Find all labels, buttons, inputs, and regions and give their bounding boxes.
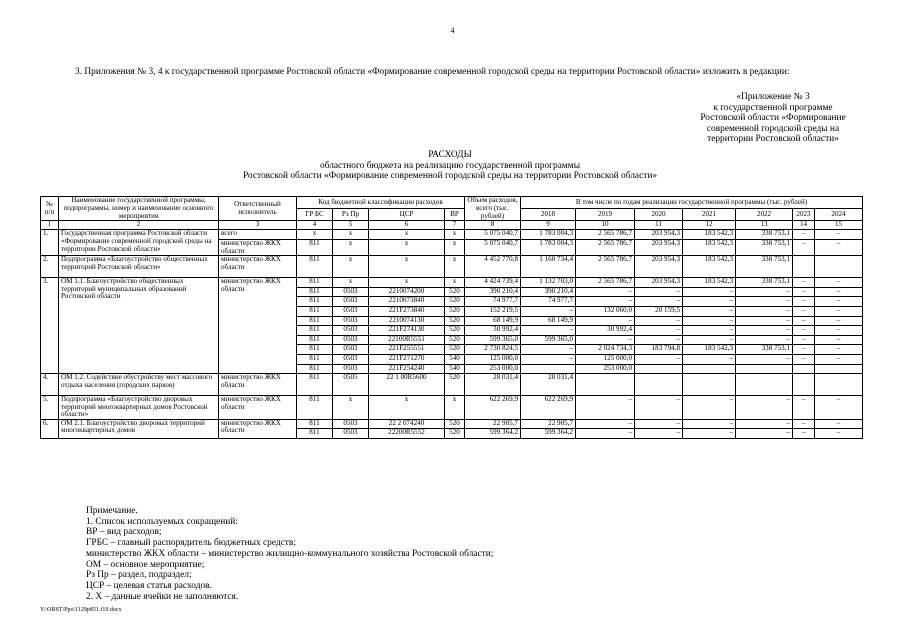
table-cell: 520 bbox=[445, 306, 465, 316]
table-cell: 253 000,0 bbox=[465, 364, 521, 374]
table-cell: х bbox=[369, 396, 445, 420]
table-cell: 68 149,9 bbox=[465, 316, 521, 326]
table-cell bbox=[815, 256, 863, 278]
table-cell: – bbox=[683, 396, 736, 420]
table-row bbox=[41, 256, 863, 278]
table-cell bbox=[793, 364, 815, 374]
table-cell: 811 bbox=[297, 306, 333, 316]
table-cell: 520 bbox=[445, 335, 465, 345]
table-cell: 520 bbox=[445, 287, 465, 297]
table-cell: 22 1 00R5600 bbox=[369, 374, 445, 396]
note-line: ОМ – основное мероприятие; bbox=[86, 559, 205, 570]
table-cell: 5 075 040,7 bbox=[465, 230, 521, 240]
table-cell: х bbox=[333, 230, 369, 240]
document-title bbox=[150, 150, 750, 182]
table-cell: – bbox=[815, 278, 863, 288]
table-cell: 599 364,2 bbox=[465, 429, 521, 439]
table-cell: 0503 bbox=[333, 316, 369, 326]
table-cell bbox=[635, 374, 683, 396]
table-cell: 203 954,3 bbox=[635, 239, 683, 255]
table-cell: х bbox=[369, 230, 445, 240]
table-cell: 2 565 786,7 bbox=[576, 230, 635, 240]
header-year: 2020 bbox=[635, 209, 683, 221]
table-cell bbox=[683, 364, 736, 374]
table-cell: – bbox=[635, 326, 683, 336]
table-cell: 811 bbox=[297, 374, 333, 396]
table-cell: 520 bbox=[445, 297, 465, 307]
table-cell: – bbox=[635, 354, 683, 364]
table-cell: 183 542,3 bbox=[683, 256, 736, 278]
column-number: 8 bbox=[465, 221, 521, 230]
table-cell: – bbox=[736, 287, 793, 297]
table-cell: 22 905,7 bbox=[521, 419, 576, 429]
table-cell: – bbox=[815, 326, 863, 336]
appendix-line: Ростовской области «Формирование bbox=[700, 113, 846, 124]
table-cell: 0503 bbox=[333, 364, 369, 374]
note-line: Рз Пр – раздел, подраздел; bbox=[86, 570, 192, 581]
column-number: 12 bbox=[683, 221, 736, 230]
table-cell: – bbox=[576, 316, 635, 326]
table-cell: 22 905,7 bbox=[465, 419, 521, 429]
table-cell: – bbox=[815, 287, 863, 297]
table-cell: 74 977,7 bbox=[465, 297, 521, 307]
row-executor: всего bbox=[219, 230, 297, 240]
table-cell: – bbox=[736, 429, 793, 439]
table-cell: 540 bbox=[445, 364, 465, 374]
table-cell: – bbox=[793, 396, 815, 420]
table-cell: – bbox=[576, 429, 635, 439]
table-cell: – bbox=[576, 335, 635, 345]
table-cell: 338 753,1 bbox=[736, 256, 793, 278]
note-line: 2. Х – данные ячейки не заполняются. bbox=[86, 591, 239, 602]
header-year: 2019 bbox=[576, 209, 635, 221]
table-cell: 520 bbox=[445, 345, 465, 355]
intro-paragraph: 3. Приложения № 3, 4 к государственной программе Ростовской области «Формирование современной городской среды на территории Ростовской области» изложить в редакции: bbox=[75, 67, 790, 77]
table-cell: 338 753,1 bbox=[736, 345, 793, 355]
table-cell: 1 160 734,4 bbox=[521, 256, 576, 278]
table-cell: 520 bbox=[445, 374, 465, 396]
table-cell: – bbox=[635, 429, 683, 439]
table-cell: – bbox=[683, 419, 736, 429]
table-cell: 390 210,4 bbox=[465, 287, 521, 297]
table-cell: 221F255551 bbox=[369, 345, 445, 355]
table-cell: 183 542,3 bbox=[683, 345, 736, 355]
table-cell: – bbox=[683, 297, 736, 307]
table-cell: – bbox=[815, 354, 863, 364]
table-cell: – bbox=[736, 297, 793, 307]
header-name: Наименование государственной программы, подпрограммы, номер и наименование основного мероприятия bbox=[59, 197, 219, 221]
table-cell: – bbox=[815, 396, 863, 420]
table-cell: 28 031,4 bbox=[465, 374, 521, 396]
table-cell: – bbox=[683, 306, 736, 316]
table-cell: – bbox=[793, 326, 815, 336]
table-cell: – bbox=[635, 335, 683, 345]
note-line: 1. Список используемых сокращений: bbox=[86, 516, 238, 527]
table-cell: х bbox=[369, 239, 445, 255]
table-cell: 520 bbox=[445, 326, 465, 336]
column-number: 4 bbox=[297, 221, 333, 230]
table-cell: – bbox=[736, 326, 793, 336]
table-row bbox=[41, 396, 863, 420]
table-cell: 2210073840 bbox=[369, 297, 445, 307]
table-cell: х bbox=[333, 396, 369, 420]
row-executor: министерство ЖКХ области bbox=[219, 278, 297, 374]
table-cell: – bbox=[683, 354, 736, 364]
row-num: 2. bbox=[41, 256, 59, 278]
header-vr: ВР bbox=[445, 209, 465, 221]
note-line: министерство ЖКХ области – министерство жилищно-коммунального хозяйства Ростовской области; bbox=[86, 548, 494, 559]
table-cell: 0503 bbox=[333, 297, 369, 307]
table-cell: 0503 bbox=[333, 345, 369, 355]
table-cell: – bbox=[576, 297, 635, 307]
row-num: 1. bbox=[41, 230, 59, 256]
table-cell: 2 024 734,3 bbox=[576, 345, 635, 355]
table-cell: 0503 bbox=[333, 419, 369, 429]
header-grbs: ГР БС bbox=[297, 209, 333, 221]
table-cell: – bbox=[683, 335, 736, 345]
row-name: ОМ 1.1. Благоустройство общественных территорий муниципальных образований Ростовской области bbox=[59, 278, 219, 374]
table-cell: 390 210,4 bbox=[521, 287, 576, 297]
table-cell: 183 542,3 bbox=[683, 239, 736, 255]
table-cell: 811 bbox=[297, 297, 333, 307]
table-cell: х bbox=[445, 239, 465, 255]
table-cell: – bbox=[793, 306, 815, 316]
table-cell: 253 000,0 bbox=[576, 364, 635, 374]
row-num: 6. bbox=[41, 419, 59, 438]
title-line: РАСХОДЫ bbox=[428, 150, 472, 160]
page-number: 4 bbox=[450, 26, 455, 35]
table-cell: х bbox=[445, 230, 465, 240]
row-name: ОМ 2.1. Благоустройство дворовых территорий многоквартирных домов bbox=[59, 419, 219, 438]
table-cell: 68 149,9 bbox=[521, 316, 576, 326]
table-cell: 0503 bbox=[333, 429, 369, 439]
column-number: 3 bbox=[219, 221, 297, 230]
appendix-reference bbox=[688, 92, 858, 145]
table-cell bbox=[576, 374, 635, 396]
table-row bbox=[41, 419, 863, 429]
table-cell: 2 730 824,5 bbox=[465, 345, 521, 355]
table-cell: – bbox=[736, 306, 793, 316]
note-line: Примечание. bbox=[86, 506, 138, 516]
row-executor: министерство ЖКХ области bbox=[219, 396, 297, 420]
table-cell bbox=[815, 364, 863, 374]
table-cell: – bbox=[521, 306, 576, 316]
table-cell: 811 bbox=[297, 429, 333, 439]
table-cell: 221F271270 bbox=[369, 354, 445, 364]
table-cell: 22 2 074240 bbox=[369, 419, 445, 429]
table-cell bbox=[521, 364, 576, 374]
table-row bbox=[41, 230, 863, 240]
table-cell: – bbox=[635, 419, 683, 429]
table-cell bbox=[736, 374, 793, 396]
table-cell: 132 060,0 bbox=[576, 306, 635, 316]
row-executor: министерство ЖКХ области bbox=[219, 419, 297, 438]
table-cell: – bbox=[793, 239, 815, 255]
table-cell: х bbox=[445, 396, 465, 420]
table-cell: 20 159,5 bbox=[635, 306, 683, 316]
table-cell: 811 bbox=[297, 326, 333, 336]
header-code-group: Код бюджетной классификации расходов bbox=[297, 197, 465, 209]
header-year: 2022 bbox=[736, 209, 793, 221]
column-number: 13 bbox=[736, 221, 793, 230]
table-cell: 125 000,0 bbox=[465, 354, 521, 364]
table-cell: 1 132 703,0 bbox=[521, 278, 576, 288]
table-cell: – bbox=[635, 316, 683, 326]
table-cell: 540 bbox=[445, 354, 465, 364]
header-rzpr: Рз Пр bbox=[333, 209, 369, 221]
table-cell: 811 bbox=[297, 278, 333, 288]
table-cell: – bbox=[635, 297, 683, 307]
table-cell: – bbox=[815, 230, 863, 240]
table-cell: – bbox=[793, 345, 815, 355]
table-cell: – bbox=[793, 354, 815, 364]
notes bbox=[86, 506, 493, 602]
row-executor: министерство ЖКХ области bbox=[219, 256, 297, 278]
row-name: ОМ 1.2. Содействие обустройству мест массового отдыха населения (городских парков) bbox=[59, 374, 219, 396]
table-cell: 520 bbox=[445, 429, 465, 439]
column-number: 9 bbox=[521, 221, 576, 230]
table-cell: 0503 bbox=[333, 287, 369, 297]
table-cell: 811 bbox=[297, 239, 333, 255]
row-num: 5. bbox=[41, 396, 59, 420]
table-cell: 520 bbox=[445, 419, 465, 429]
table-cell: – bbox=[793, 297, 815, 307]
table-cell: – bbox=[635, 396, 683, 420]
row-name: Государственная программа Ростовской области «Формирование современной городской среды на территории Ростовской области» bbox=[59, 230, 219, 256]
table-cell: 0503 bbox=[333, 354, 369, 364]
table-cell: 599 365,0 bbox=[465, 335, 521, 345]
table-cell: – bbox=[815, 335, 863, 345]
note-line: ЦСР – целевая статья расходов. bbox=[86, 580, 212, 591]
table-cell: 152 219,5 bbox=[465, 306, 521, 316]
table-cell: – bbox=[635, 287, 683, 297]
table-cell: 203 954,3 bbox=[635, 278, 683, 288]
row-executor: министерство ЖКХ области bbox=[219, 239, 297, 255]
table-cell: 811 bbox=[297, 256, 333, 278]
table-cell: 1 783 004,3 bbox=[521, 230, 576, 240]
table-cell: х bbox=[333, 256, 369, 278]
table-cell: 811 bbox=[297, 354, 333, 364]
table-cell: – bbox=[521, 354, 576, 364]
table-cell bbox=[793, 374, 815, 396]
table-cell: – bbox=[683, 326, 736, 336]
expenditure-table bbox=[40, 196, 863, 439]
table-cell: 183 794,8 bbox=[635, 345, 683, 355]
table-cell: 2210074200 bbox=[369, 287, 445, 297]
column-number: 5 bbox=[333, 221, 369, 230]
header-year: 2024 bbox=[815, 209, 863, 221]
table-cell: 203 954,3 bbox=[635, 230, 683, 240]
table-cell: – bbox=[793, 278, 815, 288]
table-cell: – bbox=[793, 230, 815, 240]
table-cell: 2 565 786,7 bbox=[576, 278, 635, 288]
table-cell: – bbox=[521, 345, 576, 355]
table-cell: 28 031,4 bbox=[521, 374, 576, 396]
table-cell: 22100R5551 bbox=[369, 335, 445, 345]
table-cell: 2 565 786,7 bbox=[576, 239, 635, 255]
table-cell bbox=[683, 374, 736, 396]
row-num: 3. bbox=[41, 278, 59, 374]
column-number: 1 bbox=[41, 221, 59, 230]
table-cell: х bbox=[445, 278, 465, 288]
row-executor: министерство ЖКХ области bbox=[219, 374, 297, 396]
table-row bbox=[41, 374, 863, 396]
table-cell: – bbox=[815, 316, 863, 326]
table-cell: – bbox=[683, 316, 736, 326]
header-year: 2023 bbox=[793, 209, 815, 221]
table-cell: – bbox=[576, 396, 635, 420]
table-cell: 2210074130 bbox=[369, 316, 445, 326]
table-cell: 203 954,3 bbox=[635, 256, 683, 278]
table-row bbox=[41, 278, 863, 288]
column-number: 2 bbox=[59, 221, 219, 230]
table-cell: – bbox=[736, 316, 793, 326]
table-cell: – bbox=[793, 419, 815, 429]
table-cell: 599 364,2 bbox=[521, 429, 576, 439]
header-num: № п/п bbox=[41, 197, 59, 221]
column-number: 10 bbox=[576, 221, 635, 230]
table-cell: 338 753,1 bbox=[736, 230, 793, 240]
table-cell: 4 452 770,8 bbox=[465, 256, 521, 278]
table-cell: – bbox=[576, 287, 635, 297]
table-cell: 221F274130 bbox=[369, 326, 445, 336]
table-cell: – bbox=[736, 354, 793, 364]
row-name: Подпрограмма «Благоустройство дворовых территорий многоквартирных домов Ростовской области» bbox=[59, 396, 219, 420]
column-number: 7 bbox=[445, 221, 465, 230]
table-cell: 0503 bbox=[333, 326, 369, 336]
appendix-line: «Приложение № 3 bbox=[736, 92, 810, 102]
column-number: 15 bbox=[815, 221, 863, 230]
appendix-line: территории Ростовской области» bbox=[707, 134, 839, 145]
table-cell: 183 542,3 bbox=[683, 230, 736, 240]
table-cell: 30 992,4 bbox=[576, 326, 635, 336]
table-cell: – bbox=[736, 419, 793, 429]
table-cell: – bbox=[521, 326, 576, 336]
table-cell: 599 365,0 bbox=[521, 335, 576, 345]
column-number: 14 bbox=[793, 221, 815, 230]
header-years-group: В том числе по годам реализации государственной программы (тыс. рублей) bbox=[521, 197, 863, 209]
table-cell: 622 269,9 bbox=[465, 396, 521, 420]
table-cell: – bbox=[815, 345, 863, 355]
table-cell: 4 424 739,4 bbox=[465, 278, 521, 288]
table-cell: – bbox=[815, 297, 863, 307]
table-cell: 0503 bbox=[333, 335, 369, 345]
table-cell: 74 977,7 bbox=[521, 297, 576, 307]
table-cell: – bbox=[793, 429, 815, 439]
table-cell bbox=[635, 364, 683, 374]
title-line: Ростовской области «Формирование современной городской среды на территории Ростовской области» bbox=[242, 171, 658, 181]
table-cell: х bbox=[333, 239, 369, 255]
header-year: 2018 bbox=[521, 209, 576, 221]
table-cell: 0503 bbox=[333, 306, 369, 316]
table-cell: – bbox=[815, 419, 863, 429]
header-year: 2021 bbox=[683, 209, 736, 221]
table-cell: х bbox=[333, 278, 369, 288]
table-cell: 811 bbox=[297, 419, 333, 429]
table-cell: – bbox=[736, 335, 793, 345]
table-cell: – bbox=[736, 396, 793, 420]
table-cell: 622 269,9 bbox=[521, 396, 576, 420]
table-cell: 125 000,0 bbox=[576, 354, 635, 364]
header-csr: ЦСР bbox=[369, 209, 445, 221]
table-cell: х bbox=[369, 278, 445, 288]
table-cell: 338 753,1 bbox=[736, 239, 793, 255]
table-cell bbox=[793, 256, 815, 278]
table-cell: 1 783 004,3 bbox=[521, 239, 576, 255]
table-cell: 811 bbox=[297, 335, 333, 345]
table-cell: х bbox=[297, 230, 333, 240]
table-cell: – bbox=[793, 316, 815, 326]
column-numbers-row bbox=[41, 221, 863, 230]
table-cell: 811 bbox=[297, 287, 333, 297]
row-name: Подпрограмма «Благоустройство общественных территорий Ростовской области» bbox=[59, 256, 219, 278]
appendix-line: к государственной программе bbox=[713, 102, 833, 113]
table-cell: – bbox=[815, 429, 863, 439]
table-cell: – bbox=[683, 429, 736, 439]
table-cell: 811 bbox=[297, 345, 333, 355]
table-cell: 221F254240 bbox=[369, 364, 445, 374]
table-cell: 30 992,4 bbox=[465, 326, 521, 336]
table-cell: 0505 bbox=[333, 374, 369, 396]
table-cell: х bbox=[369, 256, 445, 278]
table-cell: 221F273840 bbox=[369, 306, 445, 316]
table-cell: 2 565 786,7 bbox=[576, 256, 635, 278]
table-cell: 5 075 040,7 bbox=[465, 239, 521, 255]
table-cell: х bbox=[445, 256, 465, 278]
column-number: 11 bbox=[635, 221, 683, 230]
note-line: ГРБС – главный распорядитель бюджетных средств; bbox=[86, 538, 296, 549]
table-cell bbox=[736, 364, 793, 374]
table-cell: 183 542,3 bbox=[683, 278, 736, 288]
appendix-line: современной городской среды на bbox=[706, 123, 840, 134]
table-cell: 811 bbox=[297, 364, 333, 374]
column-number: 6 bbox=[369, 221, 445, 230]
note-line: ВР – вид расходов; bbox=[86, 527, 162, 538]
table-cell: 811 bbox=[297, 396, 333, 420]
table-cell: 22200R5552 bbox=[369, 429, 445, 439]
table-cell: – bbox=[815, 239, 863, 255]
row-num: 4. bbox=[41, 374, 59, 396]
table-cell: – bbox=[683, 287, 736, 297]
table-cell: 811 bbox=[297, 316, 333, 326]
header-volume: Объем расходов, всего (тыс. рублей) bbox=[465, 197, 521, 221]
table-cell bbox=[815, 374, 863, 396]
table-cell: 338 753,1 bbox=[736, 278, 793, 288]
table-cell: – bbox=[576, 419, 635, 429]
table-cell: – bbox=[793, 335, 815, 345]
header-executor: Ответственный исполнитель bbox=[219, 197, 297, 221]
table-cell: 520 bbox=[445, 316, 465, 326]
table-cell: – bbox=[793, 287, 815, 297]
file-path-footer: Y:\ORST\Ppo\1129p851.f19.docx bbox=[40, 607, 122, 613]
title-line: областного бюджета на реализацию государственной программы bbox=[319, 160, 581, 171]
table-cell: – bbox=[815, 306, 863, 316]
